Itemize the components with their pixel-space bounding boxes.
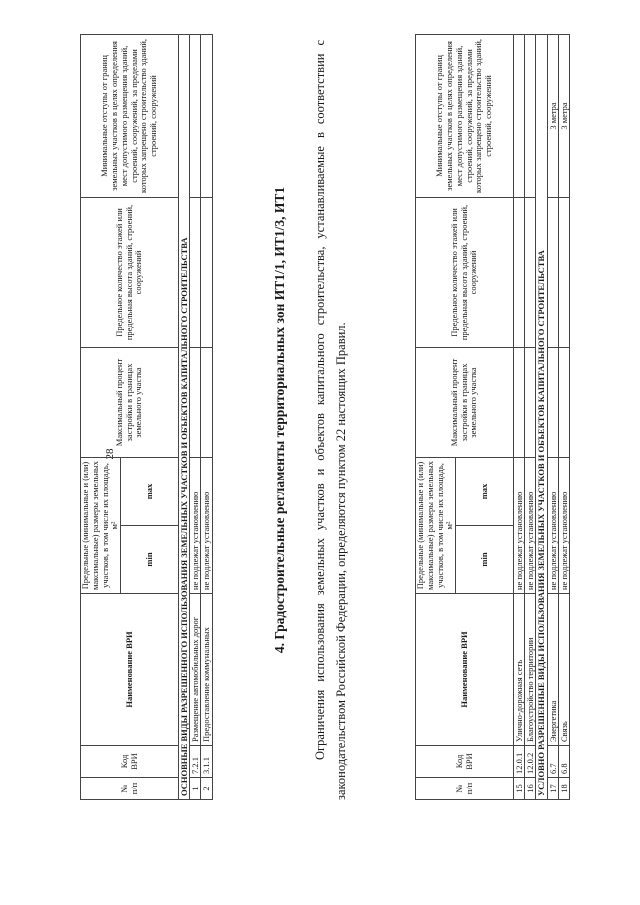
restrictions-paragraph: Ограничения использования земельных участков и объектов капитального строительства, устанавливаемые в соответствии с законодательством Российской Федерации, определяются пунктом 22 настоящих Правил. <box>313 40 349 800</box>
table-2-container <box>80 34 213 800</box>
table-row: 15 12.0.1 Улично-дорожная сеть не подлежат установлению <box>514 34 525 799</box>
header-code: Код ВРИ <box>81 746 179 778</box>
table-row: 1 7.2.1 Размещение автомобильных дорог не подлежат установлению <box>190 34 201 799</box>
section-heading: 4. Градостроительные регламенты территориальных зон ИТ1/1, ИТ1/3, ИТ1 <box>272 186 287 654</box>
header-num: № п/п <box>416 778 514 800</box>
header-min: min <box>121 526 179 594</box>
header-max: max <box>456 457 514 525</box>
header-name: Наименование ВРИ <box>416 594 514 746</box>
header-setbacks: Минимальные отступы от границ земельных участков в целях определения мест допустимого размещения зданий, строений, сооружений, за пределами которых запрещено строительство зданий, строений, сооружений <box>416 34 514 197</box>
header-percent: Максимальный процент застройки в границах земельного участка <box>81 347 179 457</box>
header-name: Наименование ВРИ <box>81 594 179 746</box>
header-floors: Предельное количество этажей или предельная высота зданий, строений, сооружений <box>416 197 514 347</box>
header-percent: Максимальный процент застройки в границах земельного участка <box>416 347 514 457</box>
header-setbacks: Минимальные отступы от границ земельных участков в целях определения мест допустимого размещения зданий, строений, сооружений, за пределами которых запрещено строительство зданий, строений, сооружений <box>81 34 179 197</box>
header-limits: Предельные (минимальные и (или) максимальные) размеры земельных участков, в том числе их площадь, м² <box>416 457 456 593</box>
table-row: 18 6.8 Связь не подлежат установлению 3 метра <box>558 34 569 799</box>
table-row: 2 3.1.1 Предоставление коммунальных не подлежат установлению <box>201 34 212 799</box>
header-min: min <box>456 526 514 594</box>
table-1-container <box>415 34 570 800</box>
header-max: max <box>121 457 179 525</box>
table-2 <box>80 34 213 800</box>
table-row: 17 6.7 Энергетика не подлежат установлению 3 метра <box>547 34 558 799</box>
table-row: 16 12.0.2 Благоустройство территории не подлежат установлению <box>525 34 536 799</box>
section-row: ОСНОВНЫЕ ВИДЫ РАЗРЕШЕННОГО ИСПОЛЬЗОВАНИЯ ЗЕМЕЛЬНЫХ УЧАСТКОВ И ОБЪЕКТОВ КАПИТАЛЬНОГО СТРОИТЕЛЬСТВА <box>179 34 190 799</box>
header-num: № п/п <box>81 778 179 800</box>
header-limits: Предельные (минимальные и (или) максимальные) размеры земельных участков, в том числе их площадь, м² <box>81 457 121 593</box>
page-number: 28 <box>104 448 116 460</box>
table-1 <box>415 34 570 800</box>
header-code: Код ВРИ <box>416 746 514 778</box>
section-row: УСЛОВНО РАЗРЕШЕННЫЕ ВИДЫ ИСПОЛЬЗОВАНИЯ ЗЕМЕЛЬНЫХ УЧАСТКОВ И ОБЪЕКТОВ КАПИТАЛЬНОГО СТРОИТЕЛЬСТВА <box>536 34 547 799</box>
header-floors: Предельное количество этажей или предельная высота зданий, строений, сооружений <box>81 197 179 347</box>
